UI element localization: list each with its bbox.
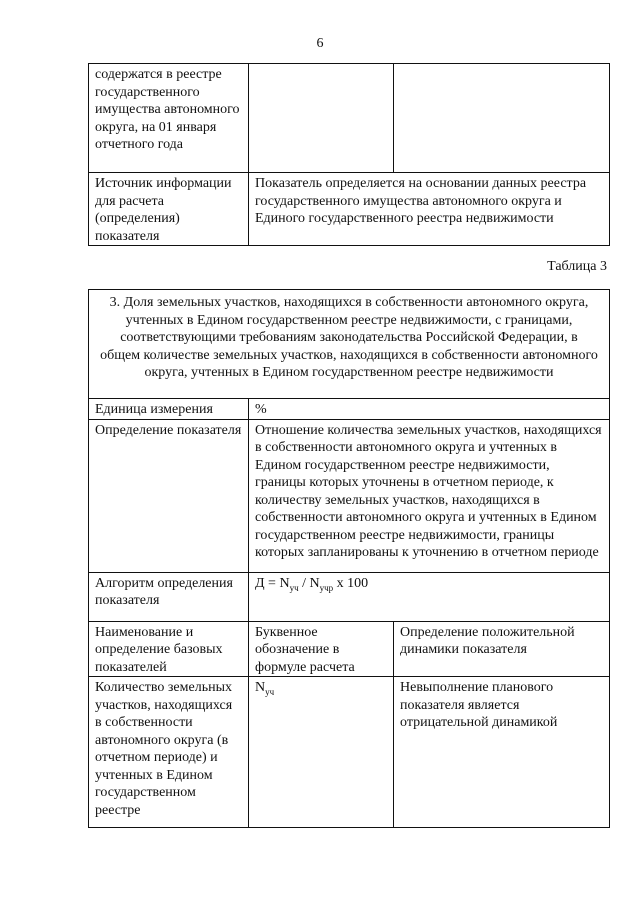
- table-row: [89, 399, 610, 420]
- empty-cell: [394, 64, 610, 173]
- source-value-cell: Показатель определяется на основании данных реестра государственного имущества автономного округа и Единого государственного реестра недвижимости: [249, 173, 610, 246]
- indicator-title: 3. Доля земельных участков, находящихся в собственности автономного округа, учтенных в Едином государственном реестре недвижимости, с границами, соответствующими требованиям законодательства Российской Федерации, в общем количестве земельных участков, находящихся в собственности автономного округа, учтенных в Едином государственном реестре недвижимости: [89, 290, 610, 399]
- table-row: [89, 173, 610, 246]
- formula-sub-2: учр: [319, 582, 334, 593]
- header-base-name: Наименование и определение базовых показателей: [89, 621, 249, 677]
- symbol-letter: N: [255, 680, 266, 695]
- table-row: [89, 572, 610, 621]
- formula-lhs: Д = N: [255, 575, 290, 591]
- header-dynamics: Определение положительной динамики показателя: [394, 621, 610, 677]
- base-indicator-name: Количество земельных участков, находящихся в собственности автономного округа (в отчетном периоде) и учтенных в Едином государственном реестре: [89, 677, 249, 828]
- table-row: [89, 621, 610, 677]
- empty-cell: [249, 64, 394, 173]
- registry-content-cell: содержатся в реестре государственного имущества автономного округа, на 01 января отчетного года: [89, 64, 249, 173]
- formula-sub-1: уч: [289, 582, 299, 593]
- algorithm-label-cell: Алгоритм определения показателя: [89, 572, 249, 621]
- definition-label-cell: Определение показателя: [89, 419, 249, 572]
- unit-value-cell: %: [249, 399, 610, 420]
- table-row: [89, 677, 610, 828]
- unit-label-cell: Единица измерения: [89, 399, 249, 420]
- base-indicator-symbol: [249, 677, 394, 828]
- source-label-cell: Источник информации для расчета (определения) показателя: [89, 173, 249, 246]
- formula-cell: [249, 572, 610, 621]
- base-indicator-dynamics: Невыполнение планового показателя является отрицательной динамикой: [394, 677, 610, 828]
- table-row: [89, 290, 610, 399]
- table-row: [89, 64, 610, 173]
- continuation-table: [88, 63, 610, 246]
- definition-value-cell: Отношение количества земельных участков, находящихся в собственности автономного округа и учтенных в Едином государственном реестре недвижимости, границы которых уточнены в отчетном периоде, к количеству земельных участков, находящихся в собственности автономного округа и учтенных в Едином государственном реестре недвижимости, границы которых запланированы к уточнению в отчетном периоде: [249, 419, 610, 572]
- formula-rhs: x 100: [333, 575, 369, 591]
- formula-slash: / N: [298, 575, 320, 591]
- indicator-table: [88, 289, 610, 828]
- table-row: [89, 419, 610, 572]
- header-symbol: Буквенное обозначение в формуле расчета: [249, 621, 394, 677]
- page-number: 6: [316, 36, 324, 51]
- table-caption: Таблица 3: [547, 259, 607, 274]
- symbol-sub: уч: [265, 686, 275, 697]
